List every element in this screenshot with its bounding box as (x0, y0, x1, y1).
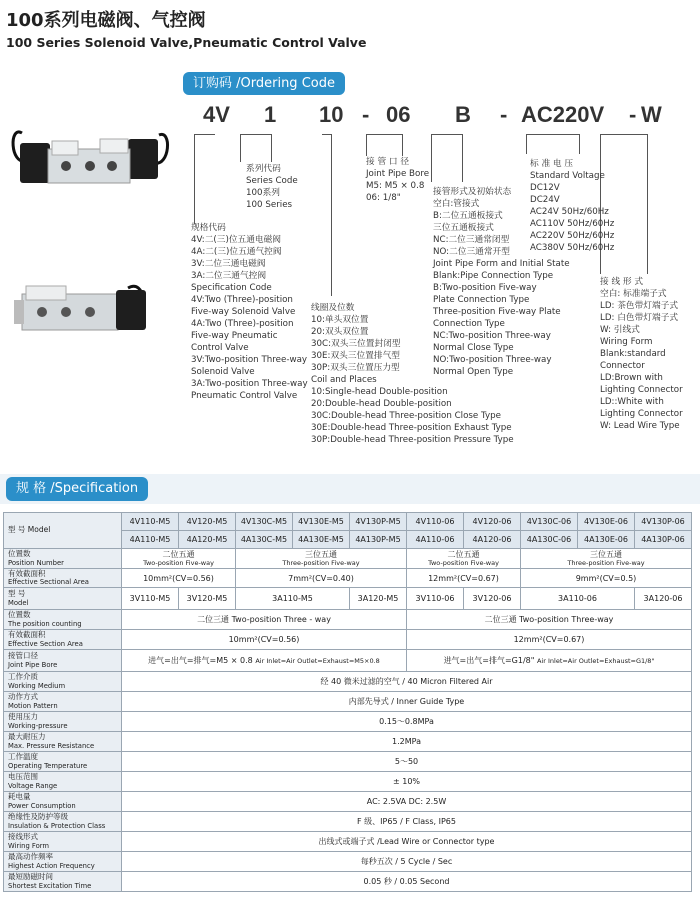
bracket-type-h (194, 134, 215, 135)
wiring-desc: 接 线 形 式 空白: 标准端子式 LD: 茶色带灯端子式 LD: 白色带灯端子式 W: 引线式 Wiring Form Blank:standard Connector LD:Brown with Lighting Connector LD::White with Lighting Connector W: Lead Wire Type (600, 277, 683, 431)
pc-label: 位置数 The position counting (4, 610, 122, 630)
spec-row-value: 内部先导式 / Inner Guide Type (122, 692, 692, 712)
code-seg-dash-3: - (629, 102, 637, 127)
model-cell: 4A120-M5 (179, 531, 236, 549)
spec-row-value: F 级、IP65 / F Class, IP65 (122, 812, 692, 832)
spec-row-label: 动作方式 Motion Pattern (4, 692, 122, 712)
model2-cell: 3A110-06 (521, 588, 635, 610)
area2-cell: 12mm²(CV=0.67) (407, 630, 692, 650)
code-seg-form: B (455, 102, 471, 127)
model-cell: 4V120-M5 (179, 513, 236, 531)
spec-row-label: 最短励磁时间 Shortest Excitation Time (4, 872, 122, 892)
position-cell: 三位五通 Three-position Five-way (521, 549, 692, 569)
spec-row-value: 0.05 秒 / 0.05 Second (122, 872, 692, 892)
area-cell: 7mm²(CV=0.40) (236, 569, 407, 588)
spec-row-label: 电压范围 Voltage Range (4, 772, 122, 792)
model-cell: 4A130E-06 (578, 531, 635, 549)
spec-row-value: 0.15～0.8MPa (122, 712, 692, 732)
spec-code-desc: 规格代码 4V:二(三)位五通电磁阀 4A:二(三)位五通气控阀 3V:二位三通电磁阀 3A:二位三通气控阀 Specification Code 4V:Two (Three)-position Five-way Solenoid Valve 4A:Two (Three)-position Five-way Pneumatic Control Valve 3V:Two-position Three-way Solenoid Valve 3A:Two-position Three-way Pneumatic Control Valve (191, 223, 308, 401)
model-cell: 4V130P-06 (635, 513, 692, 531)
spec-row-value: 出线式或端子式 /Lead Wire or Connector type (122, 832, 692, 852)
spec-row-value: AC: 2.5VA DC: 2.5W (122, 792, 692, 812)
spec-row-label: 绝缘性及防护等级 Insulation & Protection Class (4, 812, 122, 832)
bracket-voltage (526, 134, 580, 154)
code-seg-dash-2: - (500, 102, 508, 127)
model2-label: 型 号 Model (4, 588, 122, 610)
spec-row-label: 最大耐压力 Max. Pressure Resistance (4, 732, 122, 752)
spec-pill: 规 格 /Specification (6, 477, 148, 501)
model-cell: 4V110-06 (407, 513, 464, 531)
position-cell: 二位五通 Two-position Five-way (407, 549, 521, 569)
spec-row-label: 使用压力 Working-pressure (4, 712, 122, 732)
bore-cell: 进气=出气=排气=M5 × 0.8 Air Inlet=Air Outlet=Exhaust=M5×0.8 (122, 650, 407, 672)
model2-cell: 3V120-M5 (179, 588, 236, 610)
joint-bore-desc: 接 管 口 径 Joint Pipe Bore M5: M5 × 0.8 06: 1/8" (366, 157, 430, 203)
model-cell: 4V110-M5 (122, 513, 179, 531)
area-cell: 9mm²(CV=0.5) (521, 569, 692, 588)
area-label: 有效截面积 Effective Sectional Area (4, 569, 122, 588)
model2-cell: 3A120-M5 (350, 588, 407, 610)
model2-cell: 3V110-06 (407, 588, 464, 610)
model-cell: 4V130C-M5 (236, 513, 293, 531)
code-seg-type: 4V (203, 102, 230, 127)
model-cell: 4A130C-M5 (236, 531, 293, 549)
model-cell: 4A120-06 (464, 531, 521, 549)
model2-cell: 3V110-M5 (122, 588, 179, 610)
solenoid-valve-photo-1 (4, 115, 174, 195)
model-cell: 4A110-06 (407, 531, 464, 549)
area-cell: 10mm²(CV=0.56) (122, 569, 236, 588)
area2-cell: 10mm²(CV=0.56) (122, 630, 407, 650)
pc-cell: 二位三通 Two-position Three-way (407, 610, 692, 630)
code-seg-wiring: W (641, 102, 662, 127)
bracket-coil (322, 134, 332, 296)
model-cell: 4A130E-M5 (293, 531, 350, 549)
area2-label: 有效截面积 Effective Section Area (4, 630, 122, 650)
bracket-type (194, 134, 195, 224)
ordering-code-pill: 订购码 /Ordering Code (183, 72, 345, 95)
model-label: 型 号 Model (4, 513, 122, 549)
area-cell: 12mm²(CV=0.67) (407, 569, 521, 588)
spec-row-label: 接线形式 Wiring Form (4, 832, 122, 852)
spec-row-value: 1.2MPa (122, 732, 692, 752)
joint-form-desc: 接管形式及初始状态 空白:管接式 B:二位五通板接式 三位五通板接式 NC:二位三通常闭型 NO:二位三通常开型 Joint Pipe Form and Initial State Blank:Pipe Connection Type B:Two-position Five-way Plate Connection Type Three-position Five-way Plate Connection Type NC:Two-position Three-way Normal Close Type NO:Two-position Three-way Normal Open Type (433, 187, 570, 377)
model2-cell: 3V120-06 (464, 588, 521, 610)
position-label: 位置数 Position Number (4, 549, 122, 569)
bore-cell: 进气=出气=排气=G1/8" Air Inlet=Air Outlet=Exhaust=G1/8" (407, 650, 692, 672)
spec-row-label: 最高动作频率 Highest Action Frequency (4, 852, 122, 872)
page-title-cn: 100系列电磁阀、气控阀 (6, 10, 206, 31)
code-seg-bore: 06 (386, 102, 411, 127)
model-cell: 4V130P-M5 (350, 513, 407, 531)
spec-row-value: ± 10% (122, 772, 692, 792)
model-cell: 4A110-M5 (122, 531, 179, 549)
model-cell: 4A130P-M5 (350, 531, 407, 549)
bracket-form (431, 134, 463, 182)
code-seg-series: 1 (264, 102, 277, 127)
spec-row-label: 耗电量 Power Consumption (4, 792, 122, 812)
solenoid-valve-photo-2 (8, 270, 158, 342)
model2-cell: 3A120-06 (635, 588, 692, 610)
spec-table (3, 512, 692, 892)
bore-label: 接管口径 Joint Pipe Bore (4, 650, 122, 672)
coil-places-desc: 线圈及位数 10:单头双位置 20:双头双位置 30C:双头三位置封闭型 30E:双头三位置排气型 30P:双头三位置压力型 Coil and Places 10:Single-head Double-position 20:Double-head Double-position 30C:Double-head Three-position Close Type 30E:Double-head Three-position Exhaust Type 30P:Double-head Three-position Pressure Type (311, 303, 514, 445)
page-title-en: 100 Series Solenoid Valve,Pneumatic Control Valve (6, 35, 367, 50)
code-seg-voltage: AC220V (521, 102, 605, 127)
voltage-desc: 标 准 电 压 Standard Voltage DC12V DC24V AC24V 50Hz/60Hz AC110V 50Hz/60Hz AC220V 50Hz/60Hz AC380V 50Hz/60Hz (530, 159, 615, 253)
spec-row-value: 每秒五次 / 5 Cycle / Sec (122, 852, 692, 872)
model-cell: 4A130P-06 (635, 531, 692, 549)
model-cell: 4V120-06 (464, 513, 521, 531)
series-code-desc: 系列代码 Series Code 100系列 100 Series (246, 164, 298, 210)
bracket-series (240, 134, 272, 162)
model2-cell: 3A110-M5 (236, 588, 350, 610)
spec-row-label: 工作介质 Working Medium (4, 672, 122, 692)
code-seg-coil: 10 (319, 102, 344, 127)
model-cell: 4V130E-06 (578, 513, 635, 531)
position-cell: 三位五通 Three-position Five-way (236, 549, 407, 569)
model-cell: 4V130C-06 (521, 513, 578, 531)
spec-row-value: 经 40 微米过滤的空气 / 40 Micron Filtered Air (122, 672, 692, 692)
model-cell: 4A130C-06 (521, 531, 578, 549)
bracket-bore (366, 134, 403, 156)
spec-row-label: 工作温度 Operating Temperature (4, 752, 122, 772)
code-seg-dash-1: - (362, 102, 370, 127)
pc-cell: 二位三通 Two-position Three - way (122, 610, 407, 630)
position-cell: 二位五通 Two-position Five-way (122, 549, 236, 569)
spec-row-value: 5～50 (122, 752, 692, 772)
model-cell: 4V130E-M5 (293, 513, 350, 531)
